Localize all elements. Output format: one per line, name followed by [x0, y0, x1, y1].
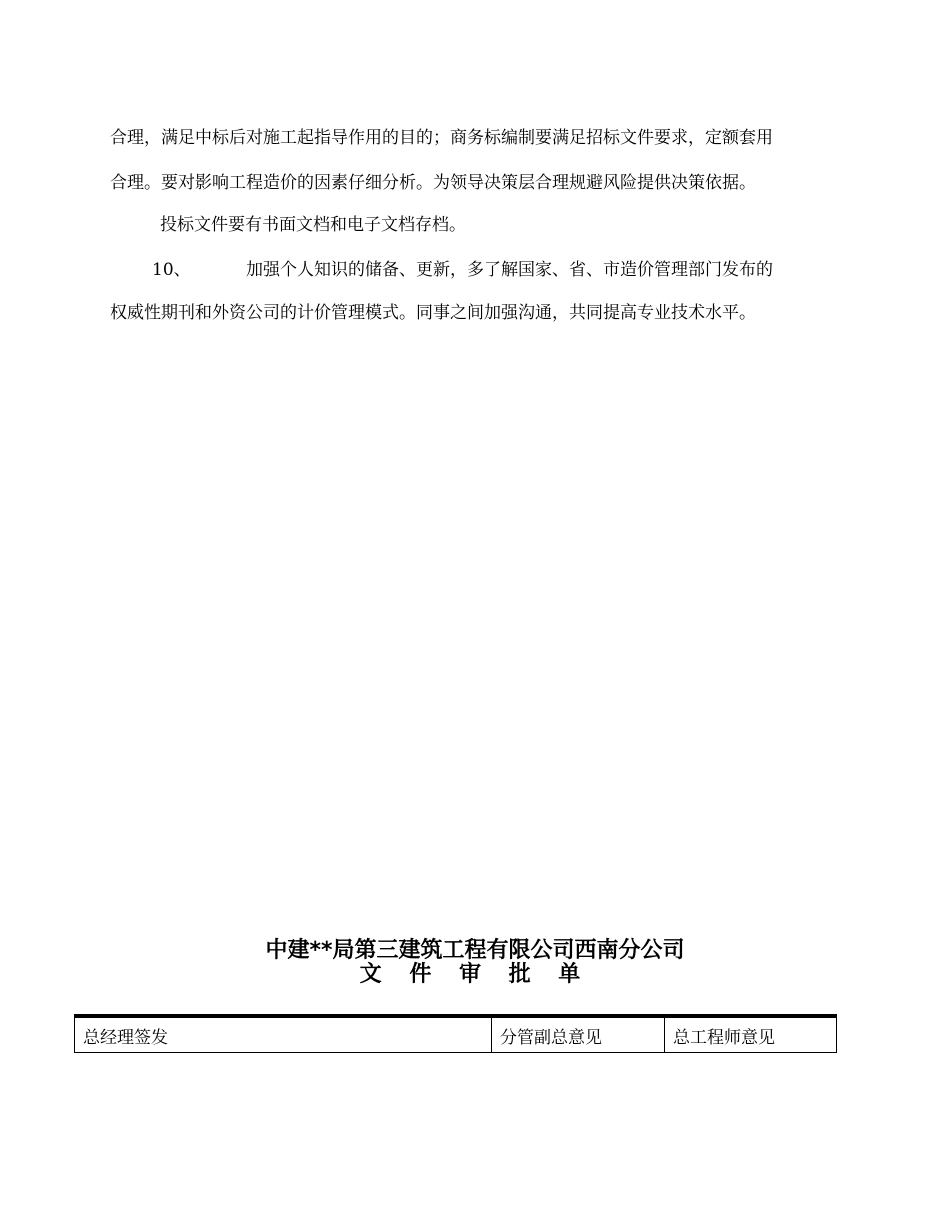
body-line-1: 合理，满足中标后对施工起指导作用的目的；商务标编制要满足招标文件要求，定额套用: [110, 128, 773, 148]
form-title: 文 件 审 批 单: [359, 962, 591, 987]
general-manager-cell: 总经理签发: [75, 1016, 492, 1053]
chief-engineer-cell: 总工程师意见: [665, 1016, 837, 1053]
item-10-continuation: 权威性期刊和外资公司的计价管理模式。同事之间加强沟通，共同提高专业技术水平。: [110, 303, 756, 323]
body-line-3: 投标文件要有书面文档和电子文档存档。: [160, 215, 466, 235]
company-title: 中建**局第三建筑工程有限公司西南分公司: [265, 938, 685, 963]
approval-table: [74, 1014, 837, 1053]
item-10-text: 加强个人知识的储备、更新，多了解国家、省、市造价管理部门发布的: [246, 260, 773, 280]
approval-header-row: [75, 1016, 837, 1053]
deputy-manager-cell: 分管副总意见: [492, 1016, 665, 1053]
item-10-number: 10、: [152, 260, 191, 280]
body-line-2: 合理。要对影响工程造价的因素仔细分析。为领导决策层合理规避风险提供决策依据。: [110, 173, 756, 193]
